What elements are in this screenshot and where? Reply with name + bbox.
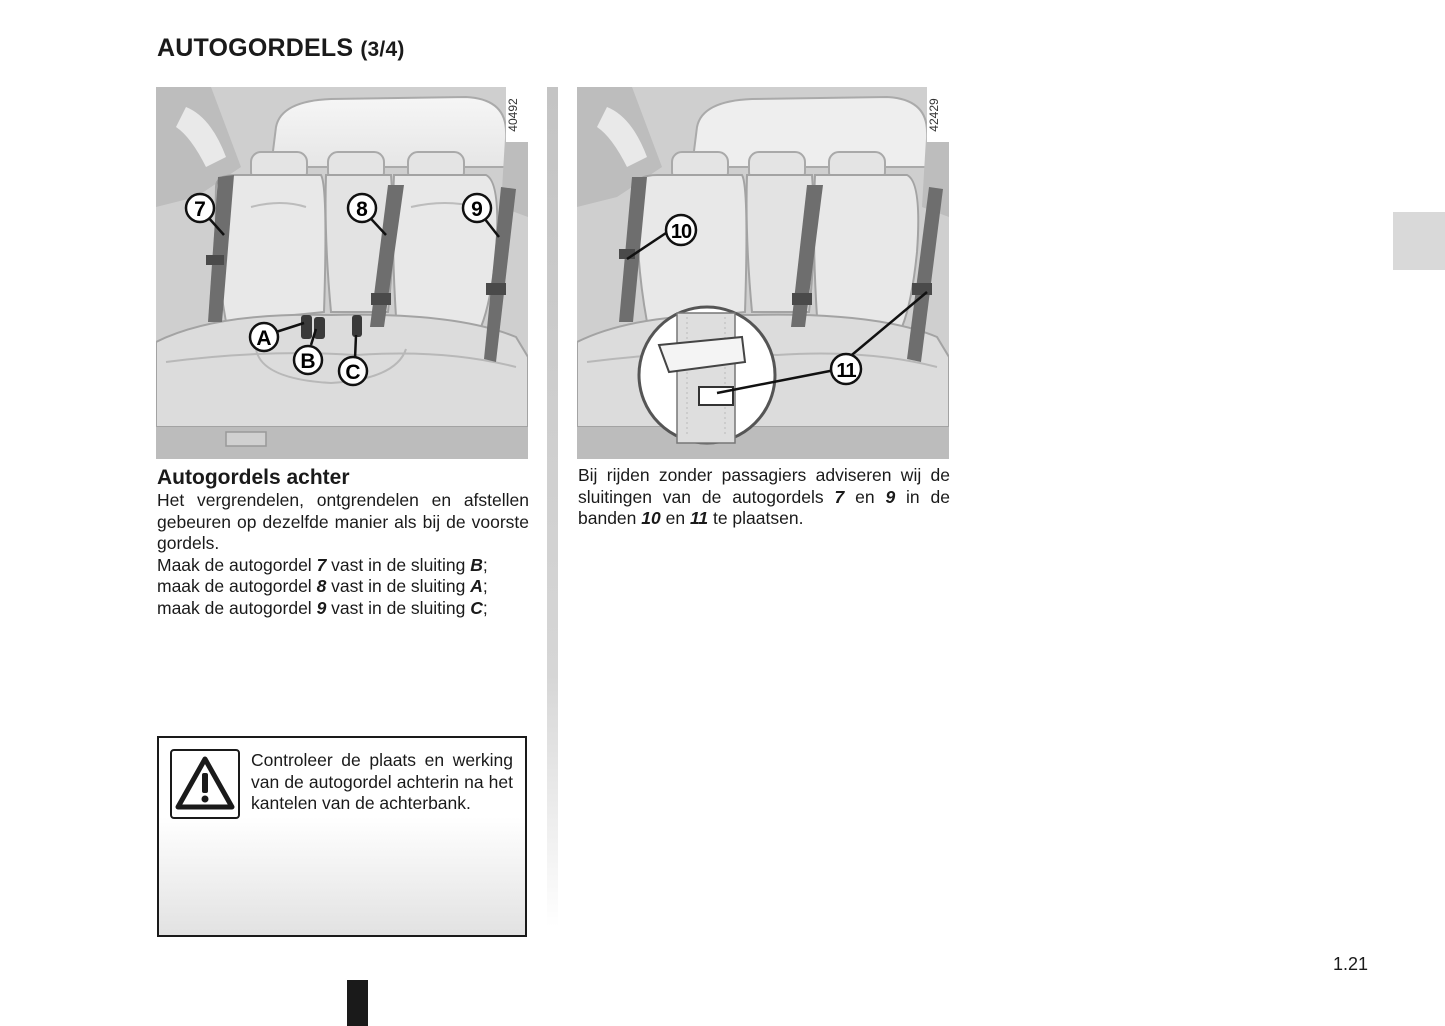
intro-paragraph: Het vergrendelen, ontgrendelen en afstellen gebeuren op dezelfde manier als bij de voorste gordels. [157, 490, 529, 553]
callout-8 [348, 194, 376, 222]
rear-seat-belts-illustration [156, 87, 528, 459]
page-title-text: AUTOGORDELS [157, 34, 354, 62]
page-number: 1.21 [1333, 954, 1369, 974]
callout-A-label: A [256, 327, 272, 350]
callout-A [250, 323, 278, 351]
callout-10-label: 10 [670, 221, 692, 243]
section-heading: Autogordels achter [157, 466, 350, 489]
warning-text: Controleer de plaats en werking van de autogordel achterin na het kantelen van de achterbank. [251, 750, 513, 813]
stowage-advice-text [578, 465, 950, 530]
callout-B [294, 346, 322, 374]
image-code-label: 40492 [506, 98, 520, 132]
callout-10 [666, 215, 696, 245]
warning-triangle-icon [170, 749, 240, 819]
instruction-line: maak de autogordel 9 vast in de sluiting C; [157, 597, 488, 618]
page-title [157, 34, 405, 63]
instruction-line: maak de autogordel 8 vast in de sluiting A; [157, 576, 488, 596]
callout-11-label: 11 [836, 360, 856, 382]
callout-7-label: 7 [194, 198, 206, 221]
belt-stowage-svg [577, 87, 949, 459]
belt-stowage-illustration [577, 87, 949, 459]
page-title-part: (3/4) [360, 38, 405, 61]
rear-belts-text [157, 490, 529, 619]
instruction-line: Maak de autogordel 7 vast in de sluiting B; [157, 554, 488, 575]
callout-9-label: 9 [471, 198, 483, 221]
stowage-paragraph: Bij rijden zonder passagiers adviseren wij de sluitingen van de autogordels 7 en 9 in de banden 10 en 11 te plaatsen. [578, 465, 950, 528]
warning-box [157, 736, 527, 937]
column-divider [547, 87, 558, 927]
rear-seat-belts-svg [156, 87, 528, 459]
chapter-tab [1393, 212, 1445, 270]
callout-9 [463, 194, 491, 222]
callout-B-label: B [300, 350, 316, 373]
footer-marker [347, 980, 368, 1026]
callout-C [339, 357, 367, 385]
callout-C-label: C [345, 361, 361, 384]
callout-7 [186, 194, 214, 222]
callout-8-label: 8 [356, 198, 368, 221]
image-code-label: 42429 [927, 98, 941, 132]
buckle-detail-magnifier [639, 307, 775, 443]
callout-11 [831, 354, 861, 384]
